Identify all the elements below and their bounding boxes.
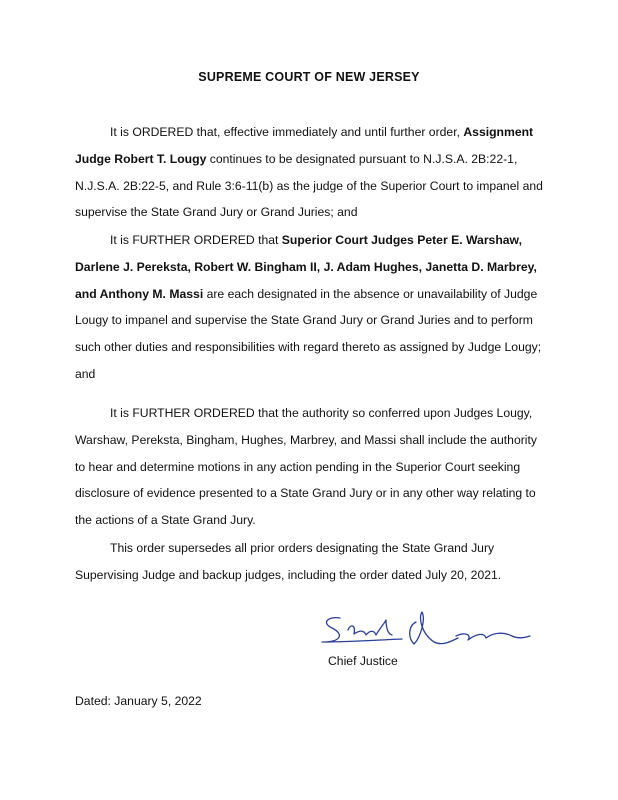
document-title: SUPREME COURT OF NEW JERSEY (198, 70, 420, 84)
order-paragraph-3 (75, 400, 550, 534)
paragraph-bold-text: Superior Court Judges Peter E. Warshaw, Darlene J. Pereksta, Robert W. Bingham II, J. Adam Hughes, Janetta D. Marbrey, and Anthony M. Massi (75, 233, 537, 301)
paragraph-text: It is FURTHER ORDERED that (110, 233, 282, 247)
paragraph-text: It is FURTHER ORDERED that the authority so conferred upon Judges Lougy, Warshaw, Pereksta, Bingham, Hughes, Marbrey, and Massi shall include the authority to hear and determine motions in any action pending in the Superior Court seeking disclosure of evidence presented to a State Grand Jury or in any other way relating to the actions of a State Grand Jury. (75, 406, 537, 528)
paragraph-text: It is ORDERED that, effective immediately and until further order, (110, 125, 464, 139)
order-paragraph-4 (75, 535, 550, 589)
order-paragraph-1 (75, 119, 550, 226)
signature-image (318, 608, 533, 652)
paragraph-text: continues to be designated pursuant to N.J.S.A. 2B:22-1, N.J.S.A. 2B:22-5, and Rule 3:6-11(b) as the judge of the Superior Court to impanel and supervise the State Grand Jury or Grand Juries; and (75, 151, 543, 220)
order-paragraph-2 (75, 227, 550, 388)
paragraph-text: This order supersedes all prior orders designating the State Grand Jury Supervising Judge and backup judges, including the order dated July 20, 2021. (75, 541, 502, 582)
signatory-title: Chief Justice (328, 654, 398, 668)
paragraph-text: are each designated in the absence or unavailability of Judge Lougy to impanel and supervise the State Grand Jury or Grand Juries and to perform such other duties and responsibilities with regard thereto as assigned by Judge Lougy; and (75, 286, 542, 381)
paragraph-bold-text: Assignment Judge Robert T. Lougy (75, 125, 534, 166)
date-line: Dated: January 5, 2022 (75, 694, 202, 708)
